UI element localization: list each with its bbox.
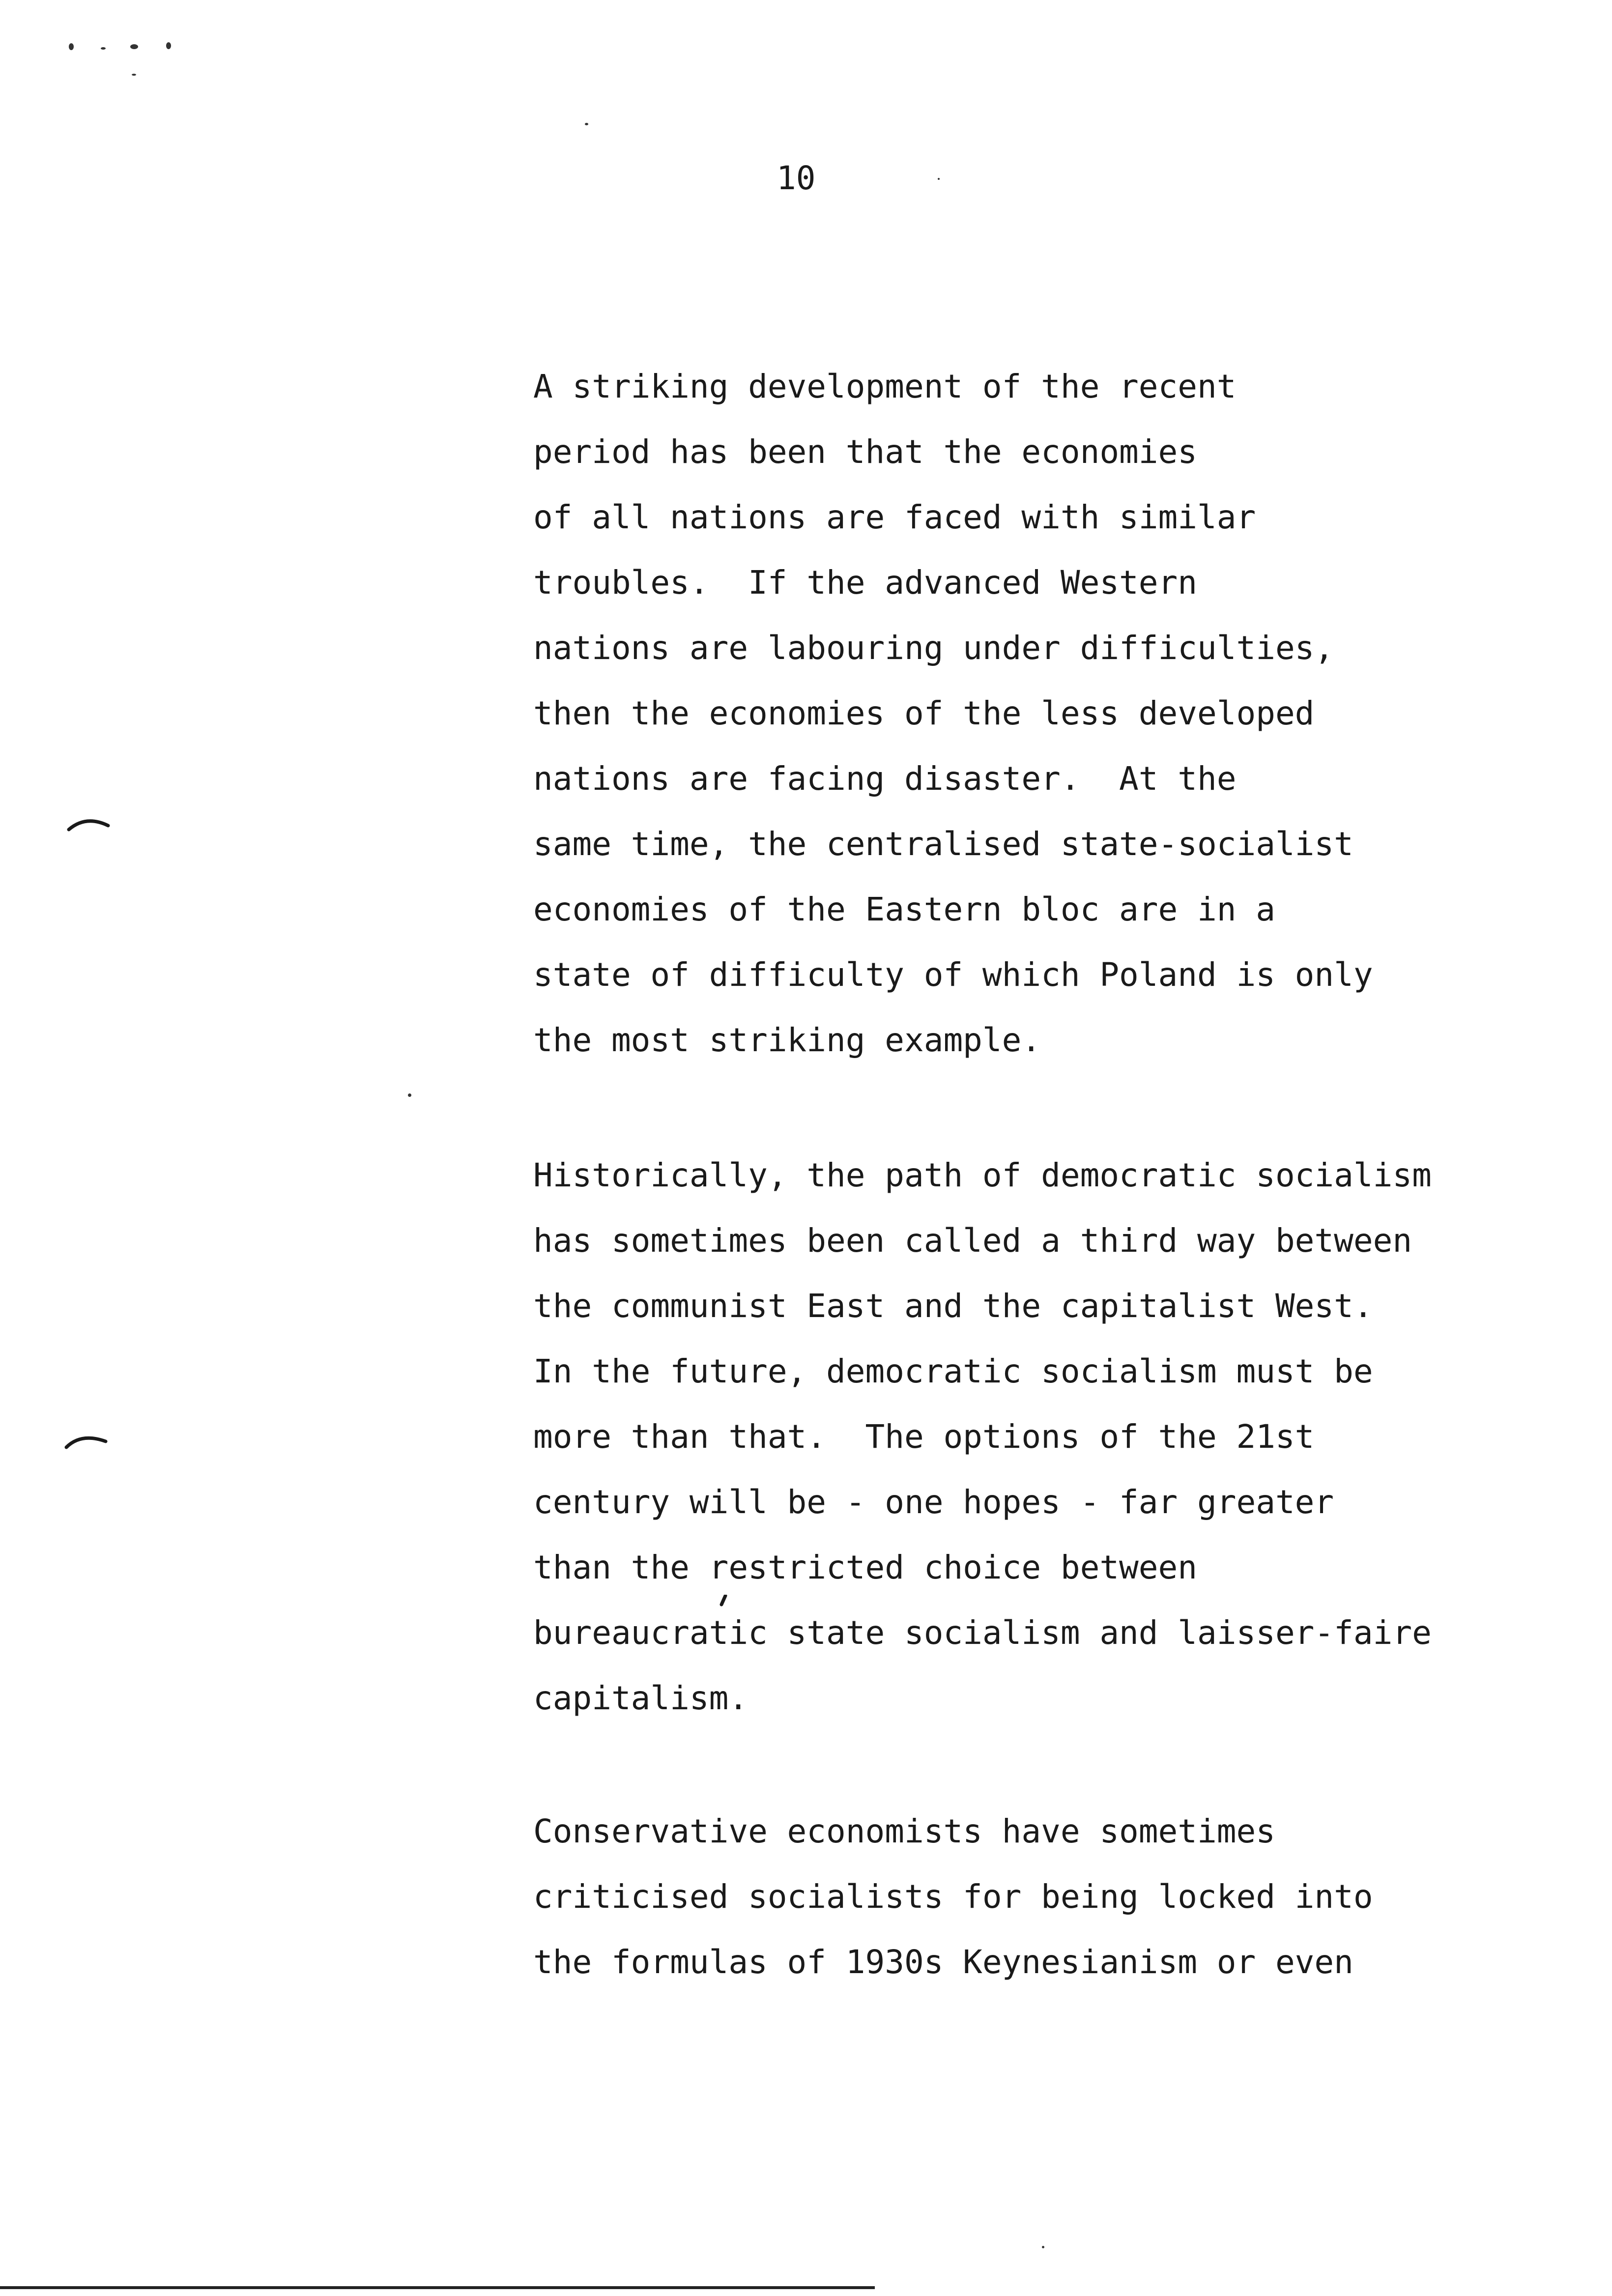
text-line: period has been that the economies: [533, 433, 1198, 471]
text-line: the communist East and the capitalist West.: [533, 1287, 1373, 1325]
scan-speck: [1042, 2246, 1044, 2248]
text-line: of all nations are faced with similar: [533, 498, 1256, 536]
text-line: nations are labouring under difficulties,: [533, 629, 1334, 667]
text-line: than the restricted choice between: [533, 1549, 1198, 1586]
text-line: century will be - one hopes - far greater: [533, 1483, 1334, 1521]
paragraph-3: [533, 1799, 1565, 1995]
text-line: has sometimes been called a third way between: [533, 1222, 1412, 1260]
text-line: A striking development of the recent: [533, 368, 1237, 405]
text-line: troubles. If the advanced Western: [533, 564, 1198, 602]
text-line: Historically, the path of democratic socialism: [533, 1156, 1432, 1194]
paragraph-2: [533, 1143, 1565, 1731]
text-line: Conservative economists have sometimes: [533, 1812, 1275, 1850]
text-line: state of difficulty of which Poland is only: [533, 956, 1373, 994]
scan-speck: [585, 123, 588, 125]
text-line: then the economies of the less developed: [533, 694, 1315, 732]
page-number: 10: [777, 159, 816, 197]
scan-speck: [130, 44, 138, 49]
bottom-rule: [0, 2286, 875, 2289]
scan-speck: [166, 42, 171, 49]
text-line: the most striking example.: [533, 1021, 1041, 1059]
scan-speck: [69, 43, 74, 50]
text-line: more than that. The options of the 21st: [533, 1418, 1315, 1456]
scan-speck: [101, 47, 106, 50]
text-line: same time, the centralised state-socialist: [533, 825, 1353, 863]
text-line: the formulas of 1930s Keynesianism or even: [533, 1943, 1353, 1981]
scan-speck: [132, 74, 136, 76]
text-line: criticised socialists for being locked into: [533, 1878, 1373, 1916]
scan-speck: [408, 1093, 411, 1097]
binder-mark-icon: [66, 811, 111, 835]
text-line: capitalism.: [533, 1679, 748, 1717]
text-line: bureaucratic state socialism and laisser-faire: [533, 1614, 1432, 1652]
text-line: nations are facing disaster. At the: [533, 760, 1237, 798]
text-line: In the future, democratic socialism must be: [533, 1352, 1373, 1390]
paragraph-1: [533, 354, 1565, 1073]
text-line: economies of the Eastern bloc are in a: [533, 890, 1275, 928]
scan-speck: [938, 178, 940, 180]
binder-mark-icon: [64, 1428, 108, 1452]
